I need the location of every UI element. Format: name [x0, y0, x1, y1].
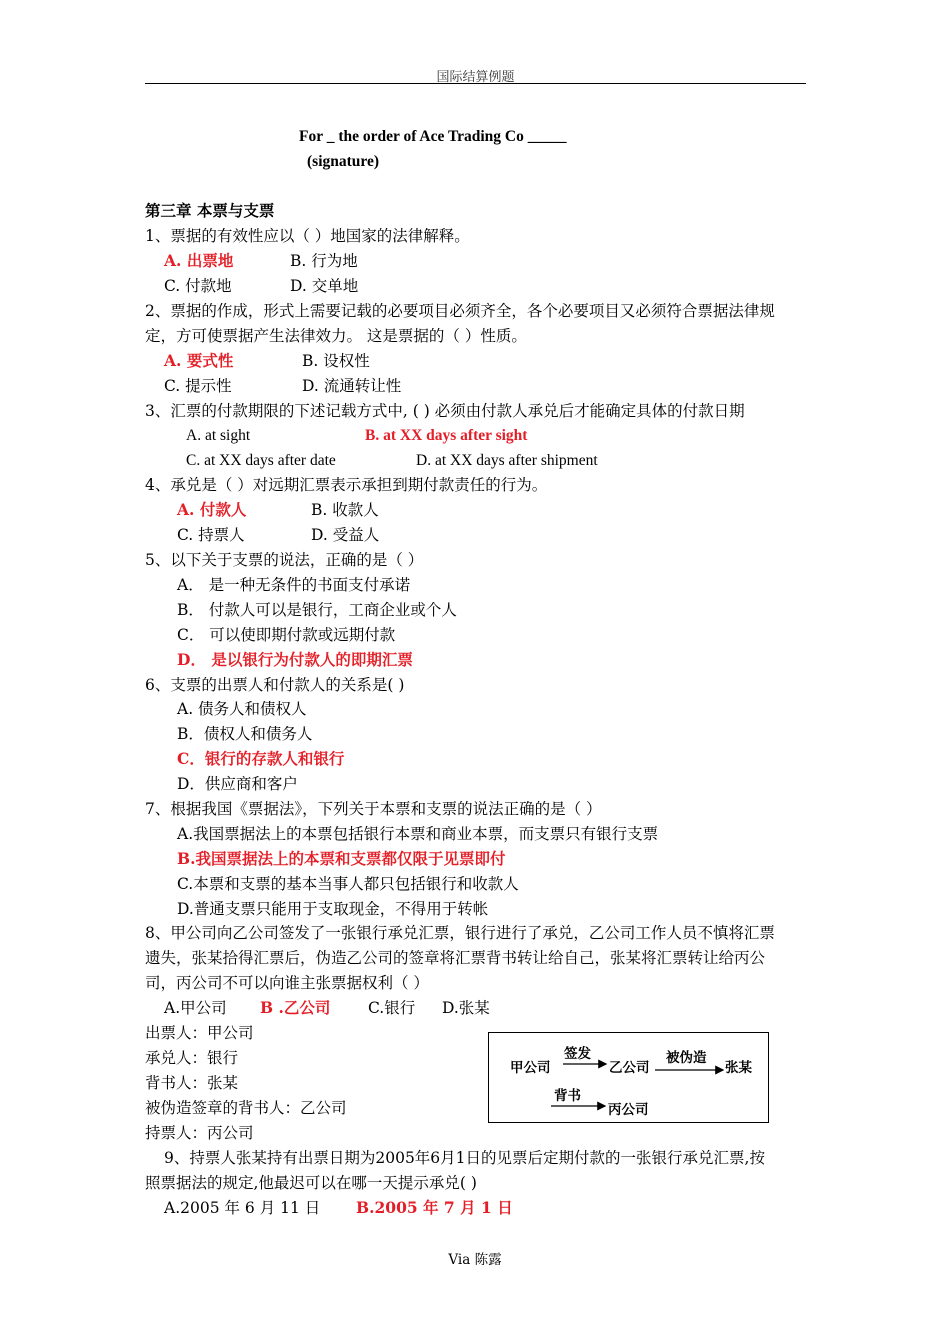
signature-label: (signature) — [307, 153, 380, 170]
party-acceptor: 承兑人：银行 — [145, 1049, 239, 1067]
q1-option-b: B. 行为地 — [290, 252, 358, 270]
party-forged-endorser: 被伪造签章的背书人：乙公司 — [145, 1099, 347, 1117]
party-endorser: 背书人：张某 — [145, 1074, 239, 1092]
q6-option-b: B．债权人和债务人 — [177, 725, 313, 743]
q5-option-a: A． 是一种无条件的书面支付承诺 — [177, 576, 411, 594]
q2-stem-line1: 2、票据的作成，形式上需要记载的必要项目必须齐全，各个必要项目又必须符合票据法律规 — [145, 302, 775, 320]
q8-stem-line1: 8、甲公司向乙公司签发了一张银行承兑汇票，银行进行了承兑，乙公司工作人员不慎将汇票 — [145, 924, 775, 942]
q2-option-d: D. 流通转让性 — [302, 377, 402, 395]
q7-option-a: A.我国票据法上的本票包括银行本票和商业本票，而支票只有银行支票 — [177, 825, 659, 843]
q9-option-a: A.2005 年 6 月 11 日 — [164, 1199, 321, 1217]
edge-issue-label: 签发 — [564, 1046, 591, 1062]
node-zhang: 张某 — [725, 1060, 752, 1076]
node-yi-company: 乙公司 — [609, 1060, 650, 1076]
q6-option-c: C．银行的存款人和银行 — [177, 749, 345, 768]
q1-option-d: D. 交单地 — [290, 277, 359, 295]
q9-stem-line2: 照票据法的规定,他最迟可以在哪一天提示承兑( ) — [145, 1174, 477, 1192]
q4-stem: 4、承兑是（ ）对远期汇票表示承担到期付款责任的行为。 — [145, 476, 548, 494]
q3-option-c: C. at XX days after date — [186, 452, 336, 469]
q2-stem-line2: 定，方可使票据产生法律效力。 这是票据的（ ）性质。 — [145, 327, 527, 345]
q5-option-c: C． 可以使即期付款或远期付款 — [177, 626, 396, 644]
q3-stem: 3、汇票的付款期限的下述记载方式中, ( ) 必须由付款人承兑后才能确定具体的付款日期 — [145, 402, 745, 420]
q3-option-a: A. at sight — [186, 427, 251, 444]
chapter-title: 第三章 本票与支票 — [145, 201, 275, 220]
q4-option-b: B. 收款人 — [311, 501, 379, 519]
party-drawer: 出票人：甲公司 — [145, 1024, 254, 1042]
q5-option-b: B． 付款人可以是银行，工商企业或个人 — [177, 601, 457, 619]
endorsement-line: For _ the order of Ace Trading Co _____ — [299, 128, 567, 145]
q9-option-b: B.2005 年 7 月 1 日 — [356, 1198, 513, 1217]
q8-option-d: D.张某 — [442, 999, 490, 1017]
q5-option-d: D． 是以银行为付款人的即期汇票 — [177, 650, 413, 669]
q8-stem-line2: 遗失，张某拾得汇票后，伪造乙公司的签章将汇票背书转让给自己，张某将汇票转让给丙公 — [145, 949, 766, 967]
party-holder: 持票人：丙公司 — [145, 1124, 254, 1142]
q1-option-a: A. 出票地 — [164, 251, 234, 270]
q5-stem: 5、以下关于支票的说法，正确的是（ ） — [145, 551, 424, 569]
q2-option-a: A. 要式性 — [164, 351, 234, 370]
node-bing-company: 丙公司 — [608, 1102, 649, 1118]
q3-option-d: D. at XX days after shipment — [416, 452, 598, 469]
q3-option-b: B. at XX days after sight — [365, 427, 528, 444]
page-header: 国际结算例题 — [436, 70, 515, 85]
q8-stem-line3: 司，丙公司不可以向谁主张票据权利（ ） — [145, 974, 429, 992]
q6-option-a: A. 债务人和债权人 — [177, 700, 307, 718]
q7-option-d: D.普通支票只能用于支取现金，不得用于转帐 — [177, 900, 489, 918]
q4-option-d: D. 受益人 — [311, 526, 380, 544]
q4-option-a: A. 付款人 — [177, 500, 247, 519]
q4-option-c: C. 持票人 — [177, 526, 245, 544]
transfer-flow-diagram — [488, 1032, 769, 1123]
q8-option-a: A.甲公司 — [164, 999, 227, 1017]
q7-option-b: B.我国票据法上的本票和支票都仅限于见票即付 — [177, 849, 506, 868]
page-footer: Via 陈露 — [448, 1252, 502, 1268]
q7-option-c: C.本票和支票的基本当事人都只包括银行和收款人 — [177, 875, 519, 893]
edge-endorse-label: 背书 — [554, 1088, 581, 1104]
q1-option-c: C. 付款地 — [164, 277, 232, 295]
q6-stem: 6、支票的出票人和付款人的关系是( ) — [145, 676, 405, 694]
q7-stem: 7、根据我国《票据法》，下列关于本票和支票的说法正确的是（ ） — [145, 800, 602, 818]
node-jia-company: 甲公司 — [510, 1060, 551, 1076]
header-rule — [145, 83, 806, 84]
q2-option-c: C. 提示性 — [164, 377, 232, 395]
q8-option-b: B .乙公司 — [260, 998, 331, 1017]
q2-option-b: B. 设权性 — [302, 352, 370, 370]
q1-stem: 1、票据的有效性应以（ ）地国家的法律解释。 — [145, 227, 470, 245]
edge-forged-label: 被伪造 — [666, 1050, 707, 1066]
q8-option-c: C.银行 — [368, 999, 416, 1017]
q6-option-d: D．供应商和客户 — [177, 775, 298, 793]
q9-stem-line1: 9、持票人张某持有出票日期为2005年6月1日的见票后定期付款的一张银行承兑汇票,按 — [164, 1149, 765, 1167]
